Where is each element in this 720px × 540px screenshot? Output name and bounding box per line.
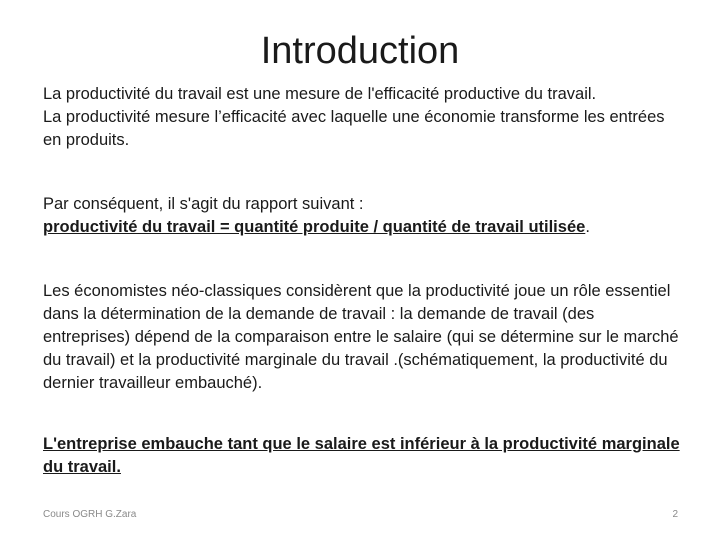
slide-title: Introduction [260, 30, 460, 72]
definition-paragraph [43, 83, 683, 152]
footer-course-label: Cours OGRH G.Zara [43, 509, 137, 520]
hiring-rule-paragraph: L'entreprise embauche tant que le salaire est inférieur à la productivité marginale du travail. [43, 435, 680, 476]
productivity-formula: productivité du travail = quantité produite / quantité de travail utilisée [43, 218, 586, 236]
formula-period: . [585, 218, 590, 236]
definition-line-2: La productivité mesure l’efficacité avec laquelle une économie transforme les entrées en produits. [43, 108, 665, 149]
neoclassical-paragraph: Les économistes néo-classiques considèrent que la productivité joue un rôle essentiel dans la détermination de la demande de travail : la demande de travail (des entreprises) dépend de la comparaison entre le salaire (qui se détermine sur le marché du travail) et la productivité marginale du travail .(schématiquement, la productivité du dernier travailleur embauché). [43, 282, 679, 392]
ratio-intro: Par conséquent, il s'agit du rapport suivant : [43, 195, 364, 213]
definition-line-1: La productivité du travail est une mesure de l'efficacité productive du travail. [43, 85, 597, 103]
page-number: 2 [672, 509, 678, 520]
ratio-paragraph [43, 193, 683, 239]
